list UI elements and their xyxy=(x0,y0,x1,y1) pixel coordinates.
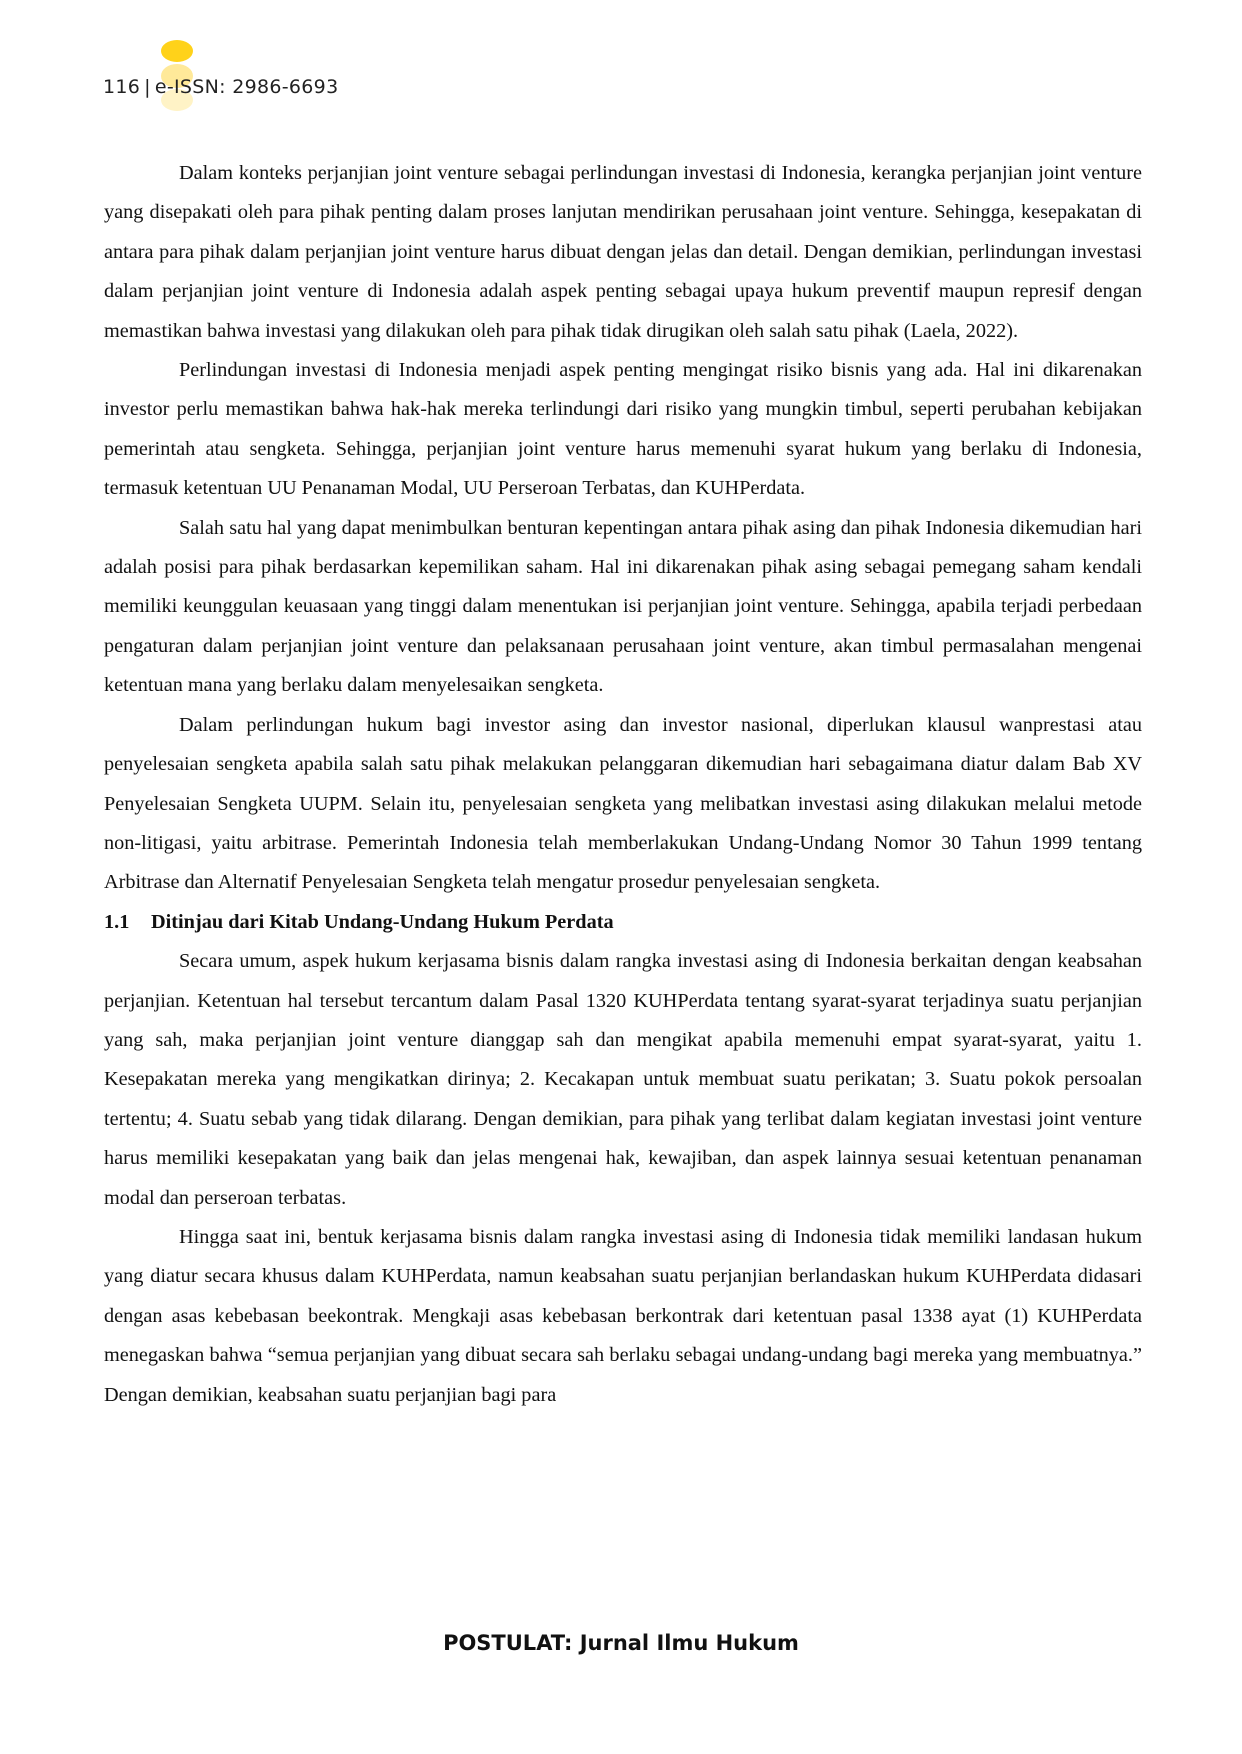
page-header xyxy=(103,76,338,98)
decorative-dot-top xyxy=(161,40,193,62)
paragraph: Perlindungan investasi di Indonesia menjadi aspek penting mengingat risiko bisnis yang ada. Hal ini dikarenakan investor perlu memastikan bahwa hak-hak mereka terlindungi dari risiko yang mungkin timbul, seperti perubahan kebijakan pemerintah atau sengketa. Sehingga, perjanjian joint venture harus memenuhi syarat hukum yang berlaku di Indonesia, termasuk ketentuan UU Penanaman Modal, UU Perseroan Terbatas, dan KUHPerdata. xyxy=(104,359,1142,500)
paragraph: Salah satu hal yang dapat menimbulkan benturan kepentingan antara pihak asing dan pihak Indonesia dikemudian hari adalah posisi para pihak berdasarkan kepemilikan saham. Hal ini dikarenakan pihak asing sebagai pemegang saham kendali memiliki keunggulan keuasaan yang tinggi dalam menentukan isi perjanjian joint venture. Sehingga, apabila terjadi perbedaan pengaturan dalam perjanjian joint venture dan pelaksanaan perusahaan joint venture, akan timbul permasalahan mengenai ketentuan mana yang berlaku dalam menyelesaikan sengketa. xyxy=(104,516,1142,697)
section-number: 1.1 xyxy=(104,910,130,933)
section-title: Ditinjau dari Kitab Undang-Undang Hukum Perdata xyxy=(151,910,614,933)
page-footer: POSTULAT: Jurnal Ilmu Hukum xyxy=(443,1631,799,1655)
page-number: 116 xyxy=(103,76,141,98)
paragraph: Hingga saat ini, bentuk kerjasama bisnis dalam rangka investasi asing di Indonesia tidak memiliki landasan hukum yang diatur secara khusus dalam KUHPerdata, namun keabsahan suatu perjanjian berlandaskan hukum KUHPerdata didasari dengan asas kebebasan beekontrak. Mengkaji asas kebebasan berkontrak dari ketentuan pasal 1338 ayat (1) KUHPerdata menegaskan bahwa “semua perjanjian yang dibuat secara sah berlaku sebagai undang-undang bagi mereka yang membuatnya.” Dengan demikian, keabsahan suatu perjanjian bagi para xyxy=(104,1225,1142,1406)
paragraph: Dalam perlindungan hukum bagi investor asing dan investor nasional, diperlukan klausul wanprestasi atau penyelesaian sengketa apabila salah satu pihak melakukan pelanggaran dikemudian hari sebagaimana diatur dalam Bab XV Penyelesaian Sengketa UUPM. Selain itu, penyelesaian sengketa yang melibatkan investasi asing dilakukan melalui metode non-litigasi, yaitu arbitrase. Pemerintah Indonesia telah memberlakukan Undang-Undang Nomor 30 Tahun 1999 tentang Arbitrase dan Alternatif Penyelesaian Sengketa telah mengatur prosedur penyelesaian sengketa. xyxy=(104,713,1142,894)
paragraph: Dalam konteks perjanjian joint venture sebagai perlindungan investasi di Indonesia, kerangka perjanjian joint venture yang disepakati oleh para pihak penting dalam proses lanjutan mendirikan perusahaan joint venture. Sehingga, kesepakatan di antara para pihak dalam perjanjian joint venture harus dibuat dengan jelas dan detail. Dengan demikian, perlindungan investasi dalam perjanjian joint venture di Indonesia adalah aspek penting sebagai upaya hukum preventif maupun represif dengan memastikan bahwa investasi yang dilakukan oleh para pihak tidak dirugikan oleh salah satu pihak (Laela, 2022). xyxy=(104,162,1142,342)
article-body xyxy=(104,154,1142,1415)
issn-label: e-ISSN: 2986-6693 xyxy=(154,76,339,98)
paragraph: Secara umum, aspek hukum kerjasama bisnis dalam rangka investasi asing di Indonesia berkaitan dengan keabsahan perjanjian. Ketentuan hal tersebut tercantum dalam Pasal 1320 KUHPerdata tentang syarat-syarat terjadinya suatu perjanjian yang sah, maka perjanjian joint venture dianggap sah dan mengikat apabila memenuhi empat syarat-syarat, yaitu 1. Kesepakatan mereka yang mengikatkan dirinya; 2. Kecakapan untuk membuat suatu perikatan; 3. Suatu pokok persoalan tertentu; 4. Suatu sebab yang tidak dilarang. Dengan demikian, para pihak yang terlibat dalam kegiatan investasi joint venture harus memiliki kesepakatan yang baik dan jelas mengenai hak, kewajiban, dan aspek lainnya sesuai ketentuan penanaman modal dan perseroan terbatas. xyxy=(104,950,1142,1209)
header-separator: | xyxy=(144,76,151,98)
section-heading xyxy=(104,903,1142,942)
